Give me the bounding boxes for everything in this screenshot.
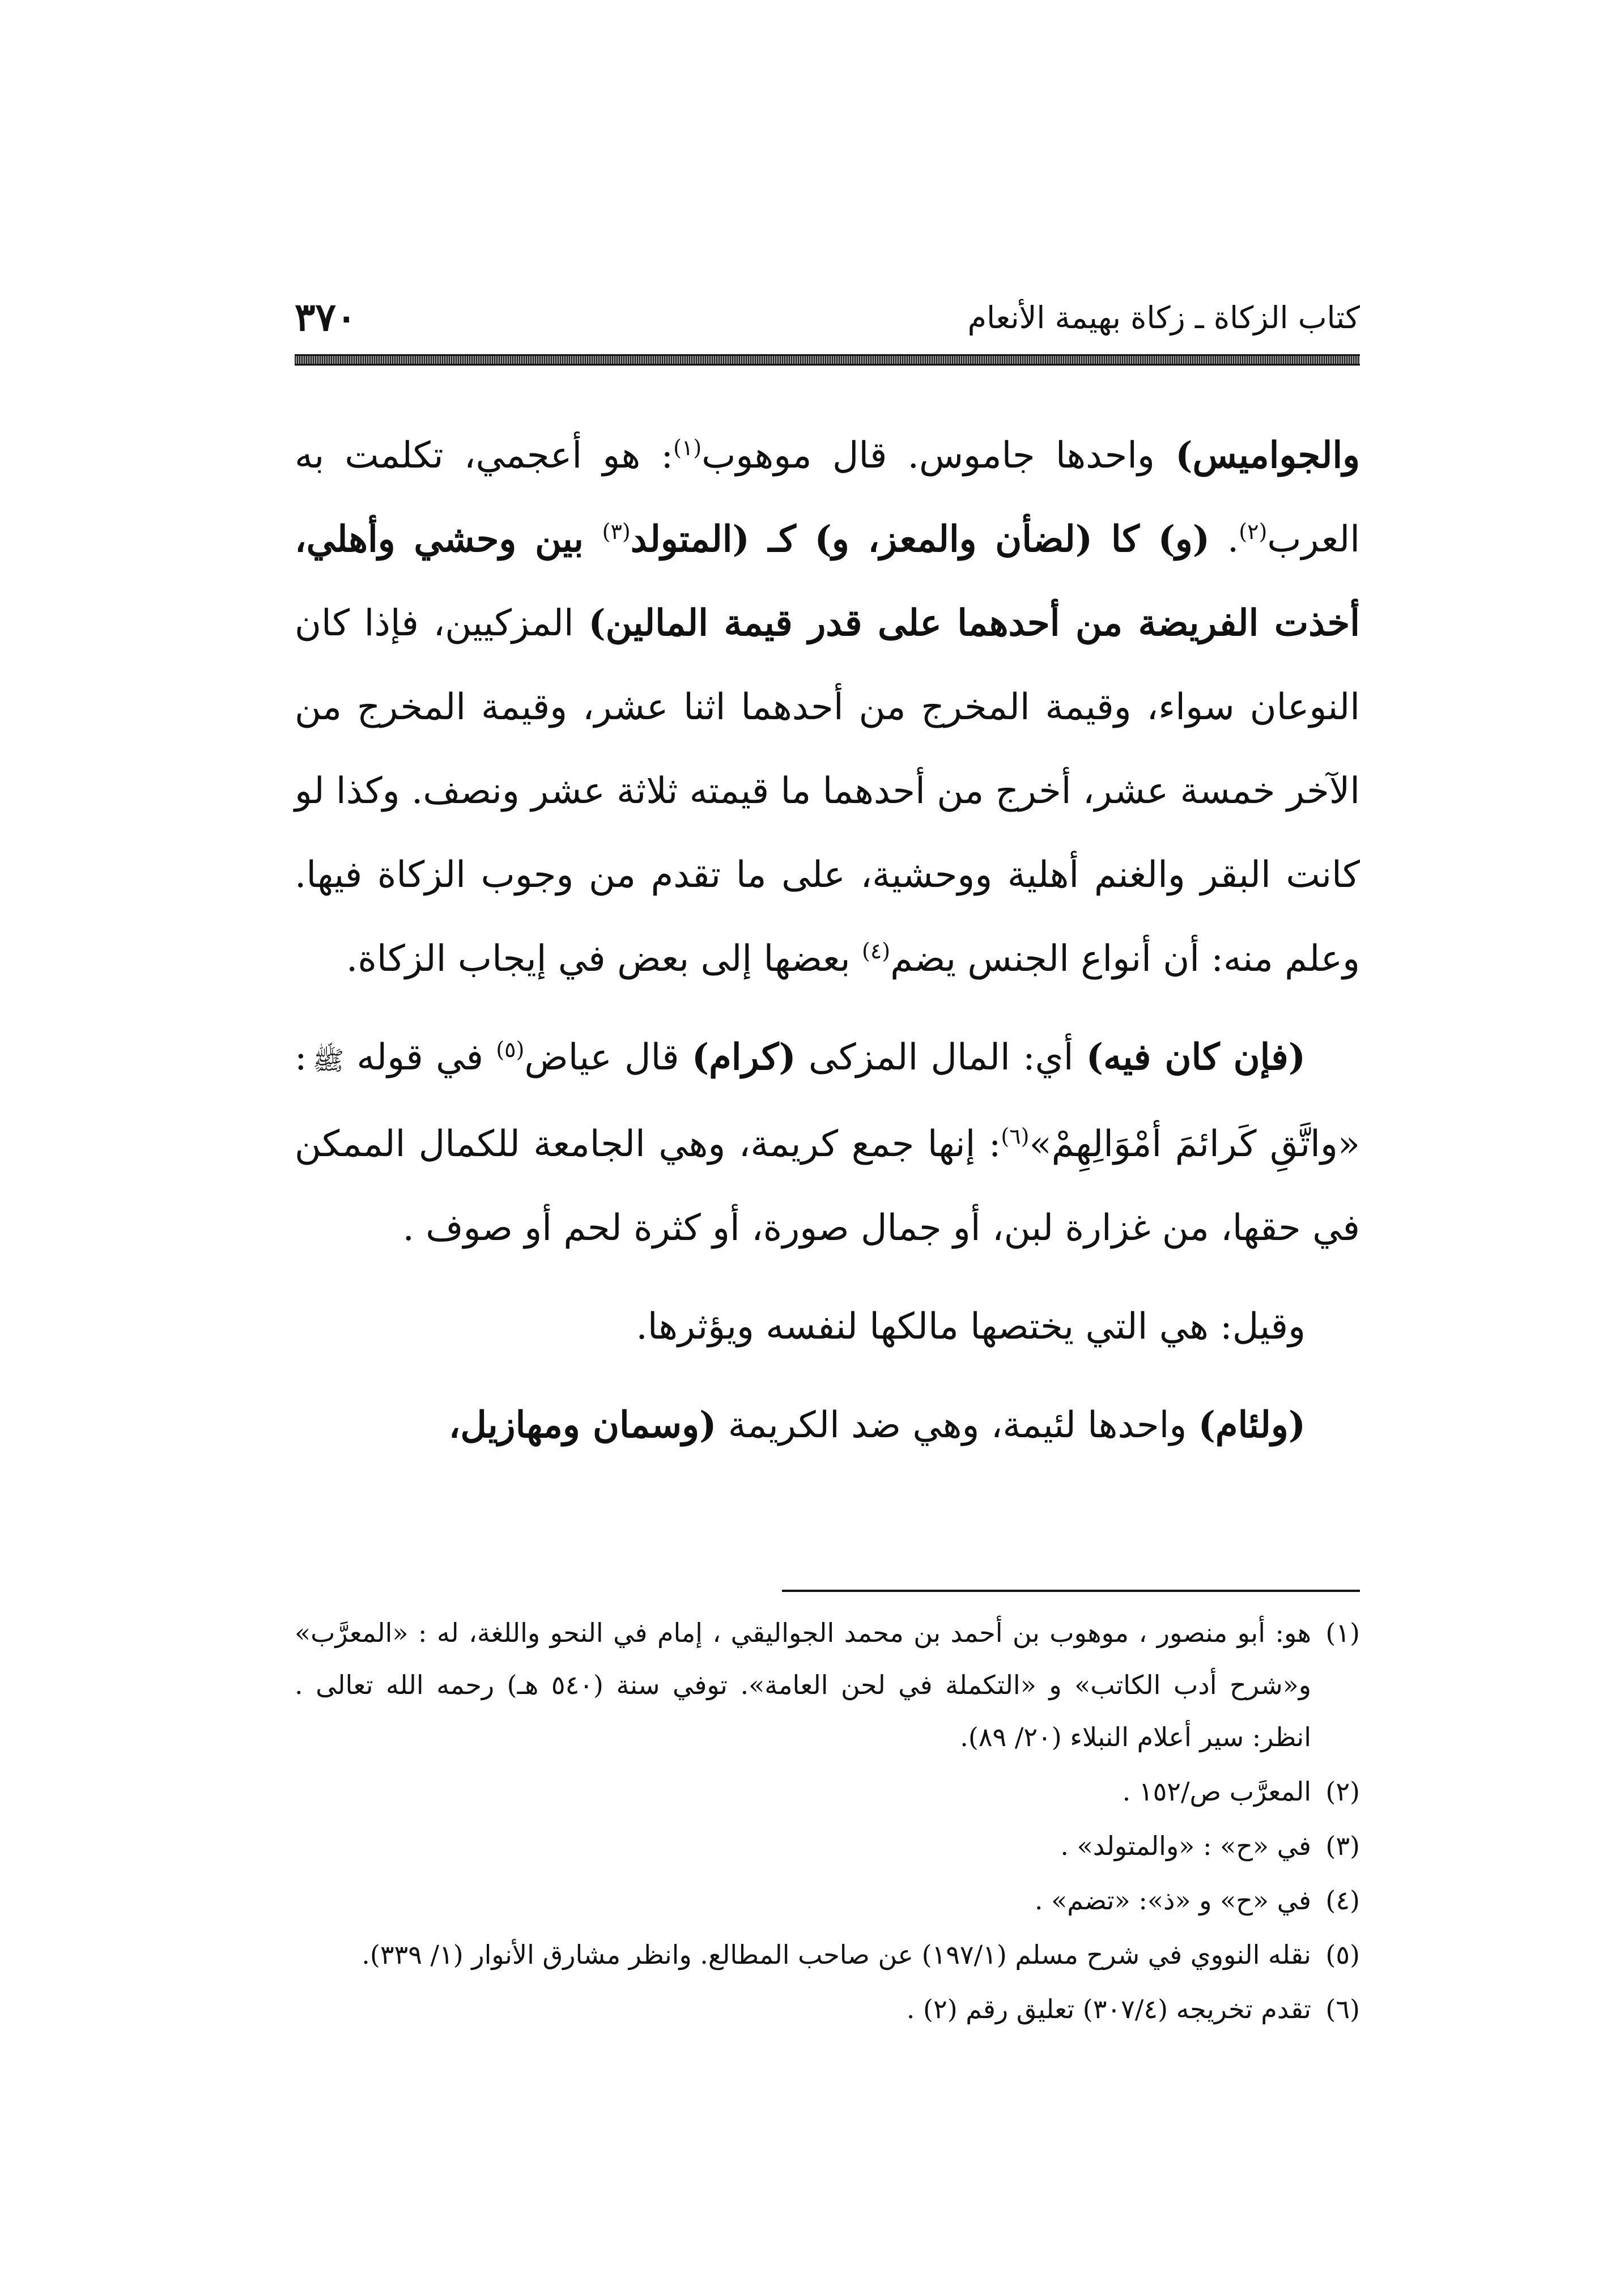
matn-text: بين وحشي وأهلي، أخذت الفريضة من أحدهما على قدر قيمة المالين) bbox=[295, 518, 1361, 644]
footnote-text: نقله النووي في شرح مسلم (١٩٧/١) عن صاحب المطالع. وانظر مشارق الأنوار (١/ ٣٣٩). bbox=[362, 1939, 1311, 1970]
footnote-number: (١) bbox=[1325, 1617, 1360, 1648]
book-page bbox=[295, 0, 1360, 2293]
footnote-text: هو: أبو منصور ، موهوب بن أحمد بن محمد الجواليقي ، إمام في النحو واللغة، له : «المعرَّب» و«شرح أدب الكاتب» و «التكملة في لحن العامة». توفي سنة (٥٤٠ هـ) رحمه الله تعالى . انظر: سير أعلام النبلاء (٢٠/ ٨٩). bbox=[295, 1617, 1312, 1752]
sharh-text: . bbox=[1210, 519, 1239, 560]
sharh-text: قال عياض bbox=[524, 1037, 692, 1078]
sharh-text: : هو أعجمي، تكلمت به العرب bbox=[295, 435, 1360, 560]
footnote-ref-2[interactable]: (٢) bbox=[1239, 519, 1268, 544]
sharh-text: واحدها لئيمة، وهي ضد الكريمة bbox=[716, 1404, 1198, 1446]
footnote-number: (٥) bbox=[1325, 1939, 1360, 1970]
paragraph-1 bbox=[295, 414, 1360, 1001]
footnote-item bbox=[295, 1983, 1360, 2035]
matn-text: (ولئام) bbox=[1198, 1404, 1306, 1446]
running-title: كتاب الزكاة ـ زكاة بهيمة الأنعام bbox=[967, 299, 1360, 336]
matn-text: (و) كا (لضأن والمعز، و) كـ (المتولد bbox=[630, 518, 1210, 560]
main-text bbox=[295, 414, 1360, 1482]
sharh-text: : إنها جمع كريمة، وهي الجامعة للكمال الممكن في حقها، من غزارة لبن، أو جمال صورة، أو كثرة لحم أو صوف . bbox=[295, 1123, 1360, 1249]
matn-text: (وسمان ومهازيل، bbox=[448, 1404, 717, 1446]
footnote-item bbox=[295, 1820, 1360, 1872]
paragraph-4 bbox=[295, 1383, 1360, 1467]
paragraph-2 bbox=[295, 1016, 1360, 1270]
matn-text: (كرام) bbox=[691, 1036, 796, 1078]
footnote-number: (٤) bbox=[1325, 1885, 1360, 1916]
footnotes bbox=[295, 1607, 1360, 2037]
footnote-text: تقدم تخريجه (٣٠٧/٤) تعليق رقم (٢) . bbox=[906, 1994, 1311, 2024]
footnote-number: (٢) bbox=[1325, 1776, 1360, 1807]
footnote-item bbox=[295, 1874, 1360, 1926]
footnote-ref-4[interactable]: (٤) bbox=[862, 939, 891, 963]
sharh-text: أي: المال المزكى bbox=[796, 1037, 1086, 1078]
hadith-quote: : «واتَّقِ كَرائمَ أمْوَالِهِمْ» bbox=[295, 1037, 1361, 1165]
footnote-number: (٣) bbox=[1325, 1831, 1360, 1861]
sharh-text: بعضها إلى بعض في إيجاب الزكاة. bbox=[346, 938, 862, 980]
header-divider bbox=[295, 354, 1360, 366]
page-number: ٣٧٠ bbox=[295, 295, 357, 340]
footnote-number: (٦) bbox=[1325, 1994, 1360, 2024]
footnote-ref-6[interactable]: (٦) bbox=[1001, 1124, 1030, 1149]
sharh-text: واحدها جاموس. قال موهوب bbox=[702, 435, 1176, 477]
sharh-text: المزكيين، فإذا كان النوعان سواء، وقيمة المخرج من أحدهما اثنا عشر، وقيمة المخرج من الآخر خمسة عشر، أخرج من أحدهما ما قيمته ثلاثة عشر ونصف. وكذا لو كانت البقر والغنم أهلية ووحشية، على ما تقدم من وجوب الزكاة فيها. وعلم منه: أن أنواع الجنس يضم bbox=[295, 602, 1360, 980]
footnote-text: في «ح» و «ذ»: «تضم» . bbox=[1034, 1885, 1311, 1916]
matn-text: والجواميس) bbox=[1175, 434, 1361, 477]
footnote-item bbox=[295, 1929, 1360, 1981]
paragraph-3: وقيل: هي التي يختصها مالكها لنفسه ويؤثرها. bbox=[636, 1306, 1306, 1348]
footnote-item bbox=[295, 1765, 1360, 1818]
salawat-ligature: ﷺ bbox=[312, 1045, 345, 1076]
footnote-text: المعرَّب ص/١٥٢ . bbox=[1122, 1776, 1311, 1807]
matn-text: (فإن كان فيه) bbox=[1086, 1036, 1306, 1078]
footnote-text: في «ح» : «والمتولد» . bbox=[1060, 1831, 1311, 1861]
footnote-item bbox=[295, 1607, 1360, 1763]
page-header bbox=[295, 286, 1360, 349]
sharh-text: في قوله bbox=[356, 1037, 496, 1078]
footnote-ref-1[interactable]: (١) bbox=[673, 435, 702, 460]
footnote-ref-3[interactable]: (٣) bbox=[602, 519, 631, 544]
footnote-separator bbox=[782, 1590, 1360, 1592]
footnote-ref-5[interactable]: (٥) bbox=[496, 1037, 525, 1062]
